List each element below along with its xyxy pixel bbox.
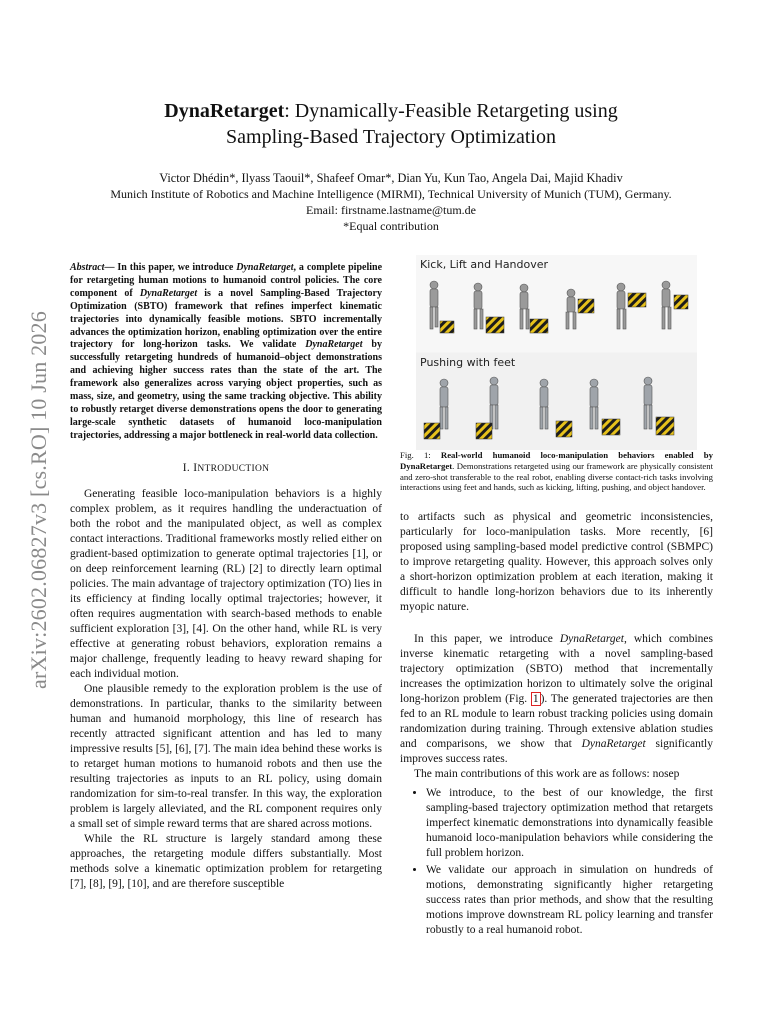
figure-panel-kick-lift [416,255,697,352]
figure-1-image [416,255,697,450]
equal-contribution-note: *Equal contribution [343,219,439,233]
title-rest: : Dynamically-Feasible Retargeting using [284,100,618,122]
robot-sequence-illustration-1 [416,255,697,352]
right-paragraph-3: The main contributions of this work are as follows: nosep [414,768,680,780]
right-paragraph-1: to artifacts such as physical and geometric inconsistencies, particularly for loco-manipulation tasks. More recently, [6] proposed using sampling-based model predictive control (SBMPC) to improve retargeting quality. However, this approach solves only a short-horizon optimization problem at each iteration, making it difficult to handle long-horizon behaviors due to its inherently myopic nature. [400,511,713,613]
contribution-item-1: • We introduce, to the best of our knowledge, the first sampling-based trajectory optimization method that retargets imperfect kinematic demonstrations into dynamically feasible humanoid loco-manipulation behaviors while considering the full problem horizon. [426,786,713,861]
section-heading-introduction: I. INTRODUCTION [182,461,270,474]
arxiv-stamp [14,300,64,700]
intro-paragraph-3: While the RL structure is largely standard among these approaches, the retargeting module differs substantially. Most methods solve a kinematic optimization problem for retargeting [7], [8], [9], [10], and are therefore susceptible [70,832,382,890]
paper-title [80,98,702,150]
panel-label-kick-lift: Kick, Lift and Handover [420,258,549,271]
contribution-item-2: • We validate our approach in simulation on hundreds of motions, demonstrating significantly higher retargeting success rates than prior methods, and show that the resulting motions improve downstream RL policy learning and transfer robustly to a real humanoid robot. [426,863,713,938]
panel-label-pushing: Pushing with feet [420,356,516,369]
right-paragraph-2: In this paper, we introduce DynaRetarget, which combines inverse kinematic retargeting with a novel sampling-based trajectory optimization (SBTO) method that incrementally increases the optimization horizon to ultimately solve the original long-horizon problem (Fig. 1 ). The generated trajectories are then fed to an RL module to learn robust tracking policies using domain randomization during training. Through extensive ablation studies and comparisons, we show that DynaRetarget significantly improves success rates. [400,633,713,765]
figure-panel-pushing [416,353,697,450]
author-block [70,170,712,234]
title-line2: Sampling-Based Trajectory Optimization [226,126,556,148]
contribution-list [400,786,713,938]
intro-paragraph-1: Generating feasible loco-manipulation behaviors is a highly complex problem, as it requires handling the underactuation of both the robot and the manipulated object, as well as complex contact interactions. Traditional frameworks mostly relied either on gradient-based optimization to generate optimal trajectories [1], or on deep reinforcement learning (RL) [2] to directly learn optimal policies. The main advantage of trajectory optimization (TO) lies in its efficiency at finding locally optimal trajectories; however, it often requires augmentation with search-based methods to enable sufficient exploration [3], [4]. On the other hand, while RL is very effective at generating robust behaviors, exploration remains a major challenge, frequently leading to heavy reward shaping for each individual motion. [70,487,382,680]
title-bold: DynaRetarget [164,100,285,122]
arxiv-id: arXiv:2602.06827v3 [cs.RO] 10 Jun 2026 [26,311,51,689]
right-column [400,510,713,940]
email: Email: firstname.lastname@tum.de [305,203,476,217]
figure-1-caption: Fig. 1: Real-world humanoid loco-manipulation behaviors enabled by DynaRetarget. Demonstrations retargeted using our framework are physically consistent and zero-shot transferable to the real robot, enabling diverse contact-rich tasks involving interactions using feet and hands, such as kicking, lifting, pushing, and object handover. [400,450,713,493]
intro-paragraph-2: One plausible remedy to the exploration problem is the use of demonstrations. In particular, thanks to the similarity between human and humanoid morphology, this line of research has recently attracted significant attention and has led to many impressive results [5], [6], [7]. The main idea behind these works is to retarget human motions to humanoid robots and then use the resulting trajectories as inputs to an RL policy, using domain randomization for sim-to-real transfer. In this way, the exploration problem is largely alleviated, and the RL component requires only a small set of simple reward terms that are shared across motions. [70,682,382,830]
left-column [70,262,382,892]
affiliation: Munich Institute of Robotics and Machine Intelligence (MIRMI), Technical University of Munich (TUM), Germany. [110,187,672,201]
author-names: Victor Dhédin*, Ilyass Taouil*, Shafeef Omar*, Dian Yu, Kun Tao, Angela Dai, Majid Khadiv [159,171,623,185]
robot-sequence-illustration-2 [416,353,697,450]
abstract-label: Abstract [70,262,105,273]
abstract: Abstract— In this paper, we introduce DynaRetarget, a complete pipeline for retargeting human motions to humanoid control policies. The core component of DynaRetarget is a novel Sampling-Based Trajectory Optimization (SBTO) framework that refines imperfect kinematic trajectories into dynamically feasible motions. SBTO incrementally advances the optimization horizon, enabling optimization over the entire trajectory for long-horizon tasks. We validate DynaRetarget by successfully retargeting hundreds of humanoid–object demonstrations and achieving higher success rates than the state of the art. The framework also generalizes across varying object properties, such as mass, size, and geometry, using the same tracking objective. This ability to robustly retarget diverse demonstrations opens the door to generating large-scale synthetic datasets of humanoid loco-manipulation trajectories, addressing a major bottleneck in real-world data collection. [70,262,383,441]
figure-reference-link[interactable]: 1 [532,693,539,705]
